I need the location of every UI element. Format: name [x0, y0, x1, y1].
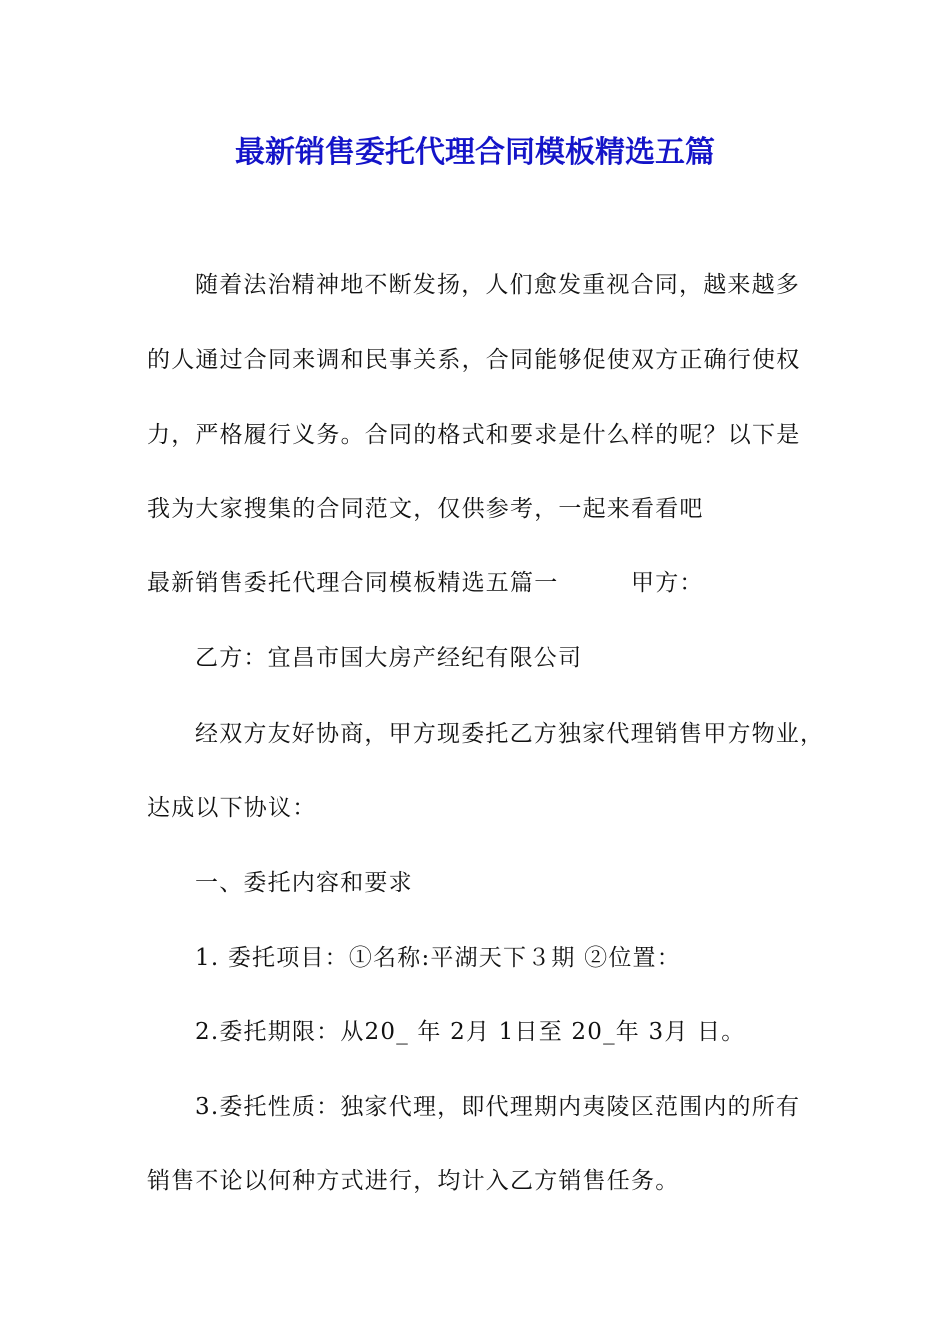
clause-item-3-line-2: 销售不论以何种方式进行，均计入乙方销售任务。 [147, 1168, 680, 1194]
section-heading: 最新销售委托代理合同模板精选五篇一 甲方： [147, 570, 704, 596]
agreement-line-1: 经双方友好协商，甲方现委托乙方独家代理销售甲方物业， [195, 721, 825, 747]
intro-line-3: 力，严格履行义务。合同的格式和要求是什么样的呢？以下是 [147, 422, 801, 448]
party-b-line: 乙方：宜昌市国大房产经纪有限公司 [195, 645, 583, 671]
clause-heading: 一、委托内容和要求 [195, 870, 413, 896]
intro-line-4: 我为大家搜集的合同范文，仅供参考，一起来看看吧 [147, 496, 704, 522]
clause-item-2: 2.委托期限：从20_ 年 2月 1日至 20_年 3月 日。 [195, 1019, 746, 1045]
clause-item-1: 1. 委托项目：①名称:平湖天下３期 ②位置： [195, 945, 681, 971]
document-title: 最新销售委托代理合同模板精选五篇 [235, 135, 715, 170]
intro-line-1: 随着法治精神地不断发扬，人们愈发重视合同，越来越多 [195, 272, 800, 298]
clause-item-3-line-1: 3.委托性质：独家代理，即代理期内夷陵区范围内的所有 [195, 1094, 801, 1120]
agreement-line-2: 达成以下协议： [147, 795, 317, 821]
intro-line-2: 的人通过合同来调和民事关系，合同能够促使双方正确行使权 [147, 347, 801, 373]
